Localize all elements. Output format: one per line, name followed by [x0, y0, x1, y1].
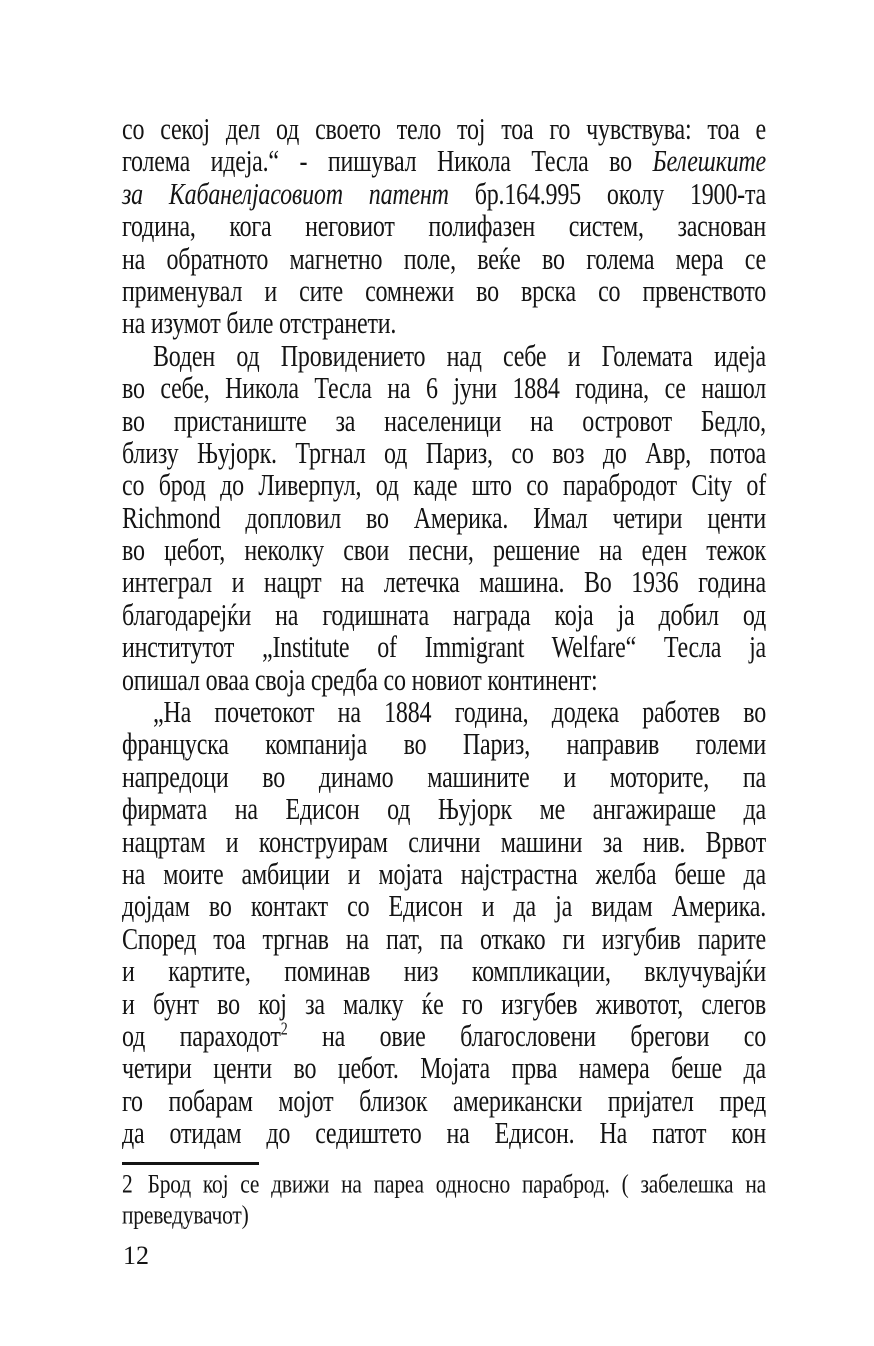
- footnote-marker: 2: [122, 1168, 133, 1199]
- body-text: [122, 114, 766, 1151]
- text-line: близу Њујорк. Тргнал од Париз, со воз до Авр, потоа: [122, 437, 766, 471]
- text-line: да отидам до седиштето на Едисон. На патот кон: [122, 1117, 766, 1151]
- footnote-text: Брод кој се движи на пареа односно параброд. ( забелешка на: [147, 1168, 766, 1199]
- text-line: на моите амбиции и мојата најстрастна желба беше да: [122, 858, 766, 892]
- text-line: Според тоа тргнав на пат, па откако ги изгубив парите: [122, 923, 766, 957]
- text-line: Richmond допловил во Америка. Имал четири центи: [122, 501, 766, 536]
- text-line: со брод до Ливерпул, од каде што со парабродот City of: [122, 469, 766, 503]
- text-line: фирмата на Едисон од Њујорк ме ангажираше да: [122, 793, 766, 827]
- text-line: во џебот, неколку свои песни, решение на еден тежок: [122, 534, 766, 568]
- text-line: напредоци во динамо машините и моторите, па: [122, 761, 766, 795]
- text-line: институтот „Institute of Immigrant Welfare“ Тесла ја: [122, 631, 766, 665]
- text-line: за Кабанелјасовиот патент бр.164.995 околу 1900-та: [122, 178, 766, 212]
- text-line: и бунт во кој за малку ќе го изгубев животот, слегов: [122, 987, 766, 1022]
- text-line: со секој дел од своето тело тој тоа го чувствува: тоа е: [122, 113, 766, 147]
- text-line: во пристаниште за населеници на островот Бедло,: [122, 404, 766, 439]
- text-line: од параходот$^2$ на овие благословени брегови со: [122, 1020, 766, 1054]
- text-line: дојдам во контакт со Едисон и да ја видам Америка.: [122, 890, 766, 924]
- footnote: [122, 1169, 766, 1230]
- text-line: опишал оваа своја средба со новиот континент:: [122, 663, 598, 698]
- text-line: голема идеја.“ - пишувал Никола Тесла во Белешките: [122, 145, 766, 179]
- text-line: на обратното магнетно поле, веќе во голема мера се: [122, 242, 766, 277]
- text-line: го побарам мојот близок американски пријател пред: [122, 1085, 766, 1119]
- text-line: на изумот биле отстранети.: [122, 307, 397, 341]
- text-line: интеграл и нацрт на летечка машина. Во 1936 година: [122, 566, 766, 601]
- footnote-line: преведувачот): [122, 1199, 249, 1230]
- text-line: четири центи во џебот. Мојата прва намера беше да: [122, 1052, 766, 1086]
- text-line: „На почетокот на 1884 година, додека работев во: [153, 696, 766, 730]
- text-line: француска компанија во Париз, направив големи: [122, 728, 766, 763]
- text-line: Воден од Провидението над себе и Големата идеја: [153, 340, 766, 374]
- text-line: нацртам и конструирам слични машини за нив. Врвот: [122, 825, 766, 860]
- text-line: благодарејќи на годишната награда која ја добил од: [122, 599, 766, 633]
- text-line: година, кога неговиот полифазен систем, заснован: [122, 210, 766, 244]
- text-line: во себе, Никола Тесла на 6 јуни 1884 година, се нашол: [122, 372, 766, 406]
- text-line: и картите, поминав низ компликации, вклучувајќи: [122, 955, 766, 989]
- page-number: 12: [123, 1241, 149, 1270]
- text-line: применувал и сите сомнежи во врска со првенството: [122, 275, 766, 309]
